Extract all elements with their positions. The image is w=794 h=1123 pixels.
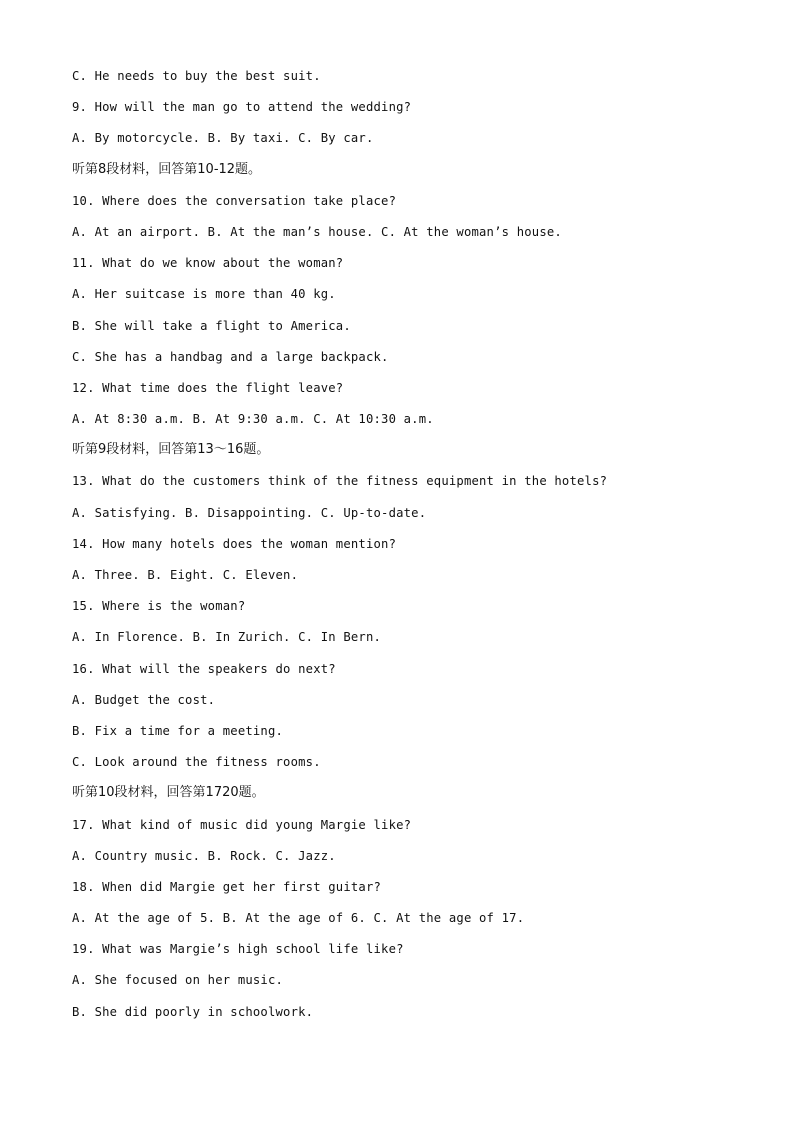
question-text: 16. What will the speakers do next? xyxy=(72,661,336,676)
question-text: 14. How many hotels does the woman mention? xyxy=(72,536,397,551)
question-text: 13. What do the customers think of the fitness equipment in the hotels? xyxy=(72,474,608,489)
answer-option: A. Country music. B. Rock. C. Jazz. xyxy=(72,848,336,863)
answer-option: B. She will take a flight to America. xyxy=(72,318,351,333)
answer-option: A. Budget the cost. xyxy=(72,692,216,707)
question-text: 18. When did Margie get her first guitar? xyxy=(72,879,382,894)
answer-option: B. Fix a time for a meeting. xyxy=(72,723,284,738)
question-text: 15. Where is the woman? xyxy=(72,599,246,614)
answer-option: A. At 8:30 a.m. B. At 9:30 a.m. C. At 10:30 a.m. xyxy=(72,412,434,427)
answer-option: A. In Florence. B. In Zurich. C. In Bern. xyxy=(72,630,382,645)
answer-option: A. By motorcycle. B. By taxi. C. By car. xyxy=(72,131,374,146)
answer-option: C. She has a handbag and a large backpack. xyxy=(72,349,389,364)
question-text: 10. Where does the conversation take place? xyxy=(72,193,397,208)
question-text: 19. What was Margie’s high school life like? xyxy=(72,942,404,957)
answer-option: B. She did poorly in schoolwork. xyxy=(72,1004,314,1019)
answer-option: C. He needs to buy the best suit. xyxy=(72,69,321,83)
section-heading: 听第10段材料，回答第1720题。 xyxy=(72,785,265,801)
question-text: 12. What time does the flight leave? xyxy=(72,380,344,395)
answer-option: A. At an airport. B. At the man’s house. C. At the woman’s house. xyxy=(72,224,562,239)
answer-option: A. She focused on her music. xyxy=(72,973,284,988)
document-body xyxy=(72,66,752,1033)
question-text: 9. How will the man go to attend the wedding? xyxy=(72,100,412,115)
answer-option: A. Satisfying. B. Disappointing. C. Up-to-date. xyxy=(72,505,427,520)
section-heading: 听第9段材料，回答第13～16题。 xyxy=(72,442,270,458)
question-text: 11. What do we know about the woman? xyxy=(72,256,344,271)
answer-option: A. At the age of 5. B. At the age of 6. C. At the age of 17. xyxy=(72,911,525,926)
question-text: 17. What kind of music did young Margie like? xyxy=(72,817,412,832)
section-heading: 听第8段材料，回答第10-12题。 xyxy=(72,161,262,177)
answer-option: C. Look around the fitness rooms. xyxy=(72,755,321,770)
answer-option: A. Three. B. Eight. C. Eleven. xyxy=(72,568,299,582)
answer-option: A. Her suitcase is more than 40 kg. xyxy=(72,287,336,302)
